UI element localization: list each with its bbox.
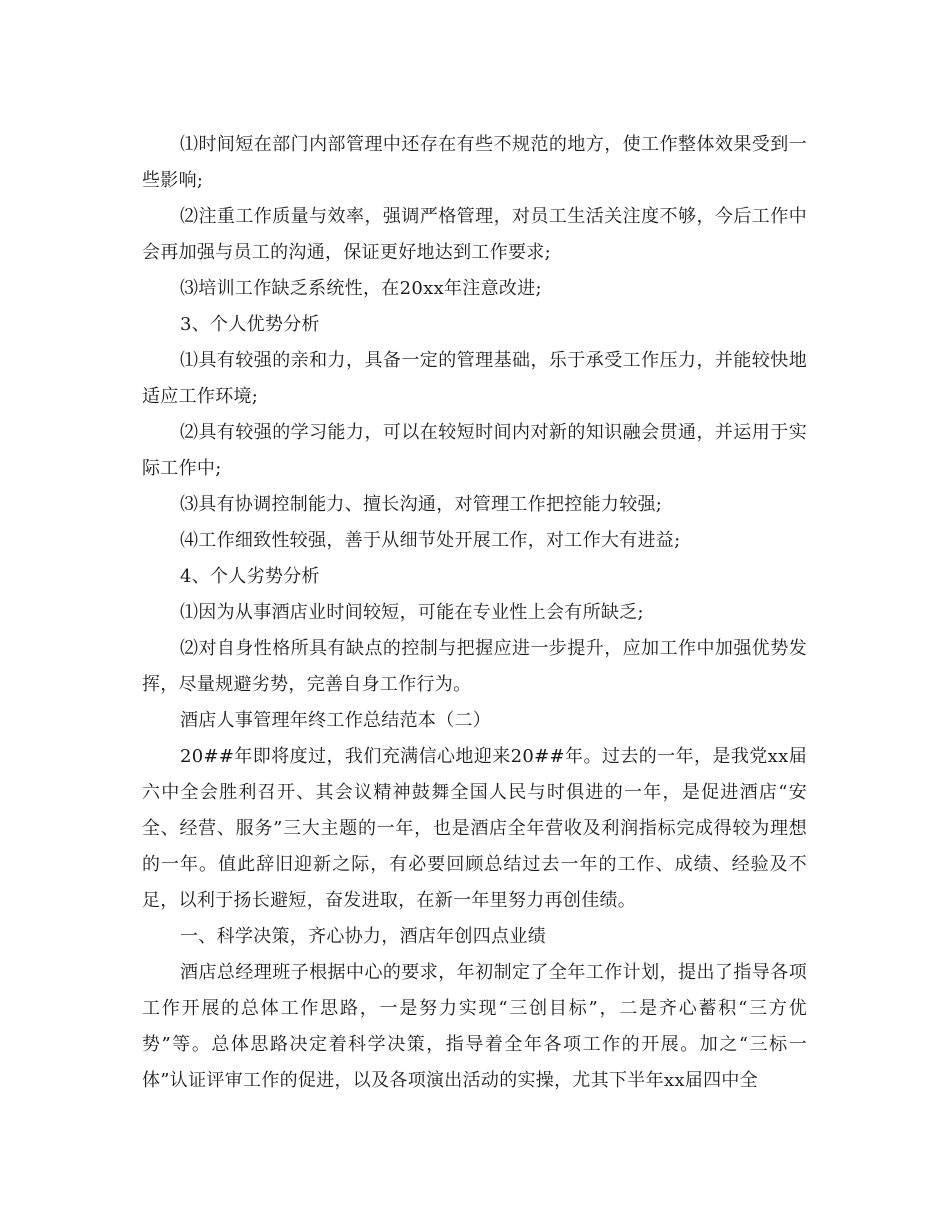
- paragraph-weakness-1: ⑴时间短在部门内部管理中还存在有些不规范的地方，使工作整体效果受到一些影响;: [142, 134, 807, 191]
- paragraph-strength-1: ⑴具有较强的亲和力，具备一定的管理基础，乐于承受工作压力，并能较快地适应工作环境;: [142, 350, 807, 407]
- paragraph-strength-2: ⑵具有较强的学习能力，可以在较短时间内对新的知识融会贯通，并运用于实际工作中;: [142, 422, 807, 479]
- heading-section-one: 一、科学决策，齐心协力，酒店年创四点业绩: [180, 926, 546, 947]
- document-page: [142, 127, 807, 1099]
- paragraph-strength-3: ⑶具有协调控制能力、擅长沟通，对管理工作把控能力较强;: [180, 494, 663, 515]
- heading-personal-weaknesses: 4、个人劣势分析: [180, 566, 320, 587]
- paragraph-disadvantage-2: ⑵对自身性格所具有缺点的控制与把握应进一步提升，应加工作中加强优势发挥，尽量规避劣势，完善自身工作行为。: [142, 638, 807, 695]
- paragraph-disadvantage-1: ⑴因为从事酒店业时间较短，可能在专业性上会有所缺乏;: [180, 602, 644, 623]
- heading-personal-strengths: 3、个人优势分析: [180, 314, 320, 335]
- paragraph-weakness-3: ⑶培训工作缺乏系统性，在20xx年注意改进;: [180, 278, 542, 299]
- paragraph-strength-4: ⑷工作细致性较强，善于从细节处开展工作，对工作大有进益;: [180, 530, 681, 551]
- section-title-sample-two: 酒店人事管理年终工作总结范本（二）: [180, 710, 492, 731]
- paragraph-section-one-body: 酒店总经理班子根据中心的要求，年初制定了全年工作计划，提出了指导各项工作开展的总体工作思路，一是努力实现“三创目标”，二是齐心蓄积“三方优势”等。总体思路决定着科学决策，指导着全年各项工作的开展。加之“三标一体”认证评审工作的促进，以及各项演出活动的实操，尤其下半年xx届四中全: [142, 962, 807, 1091]
- paragraph-weakness-2: ⑵注重工作质量与效率，强调严格管理，对员工生活关注度不够，今后工作中会再加强与员工的沟通，保证更好地达到工作要求;: [142, 206, 807, 263]
- paragraph-intro: 20##年即将度过，我们充满信心地迎来20##年。过去的一年，是我党xx届六中全会胜利召开、其会议精神鼓舞全国人民与时俱进的一年，是促进酒店“安全、经营、服务”三大主题的一年，也是酒店全年营收及利润指标完成得较为理想的一年。值此辞旧迎新之际，有必要回顾总结过去一年的工作、成绩、经验及不足，以利于扬长避短，奋发进取，在新一年里努力再创佳绩。: [142, 746, 807, 911]
